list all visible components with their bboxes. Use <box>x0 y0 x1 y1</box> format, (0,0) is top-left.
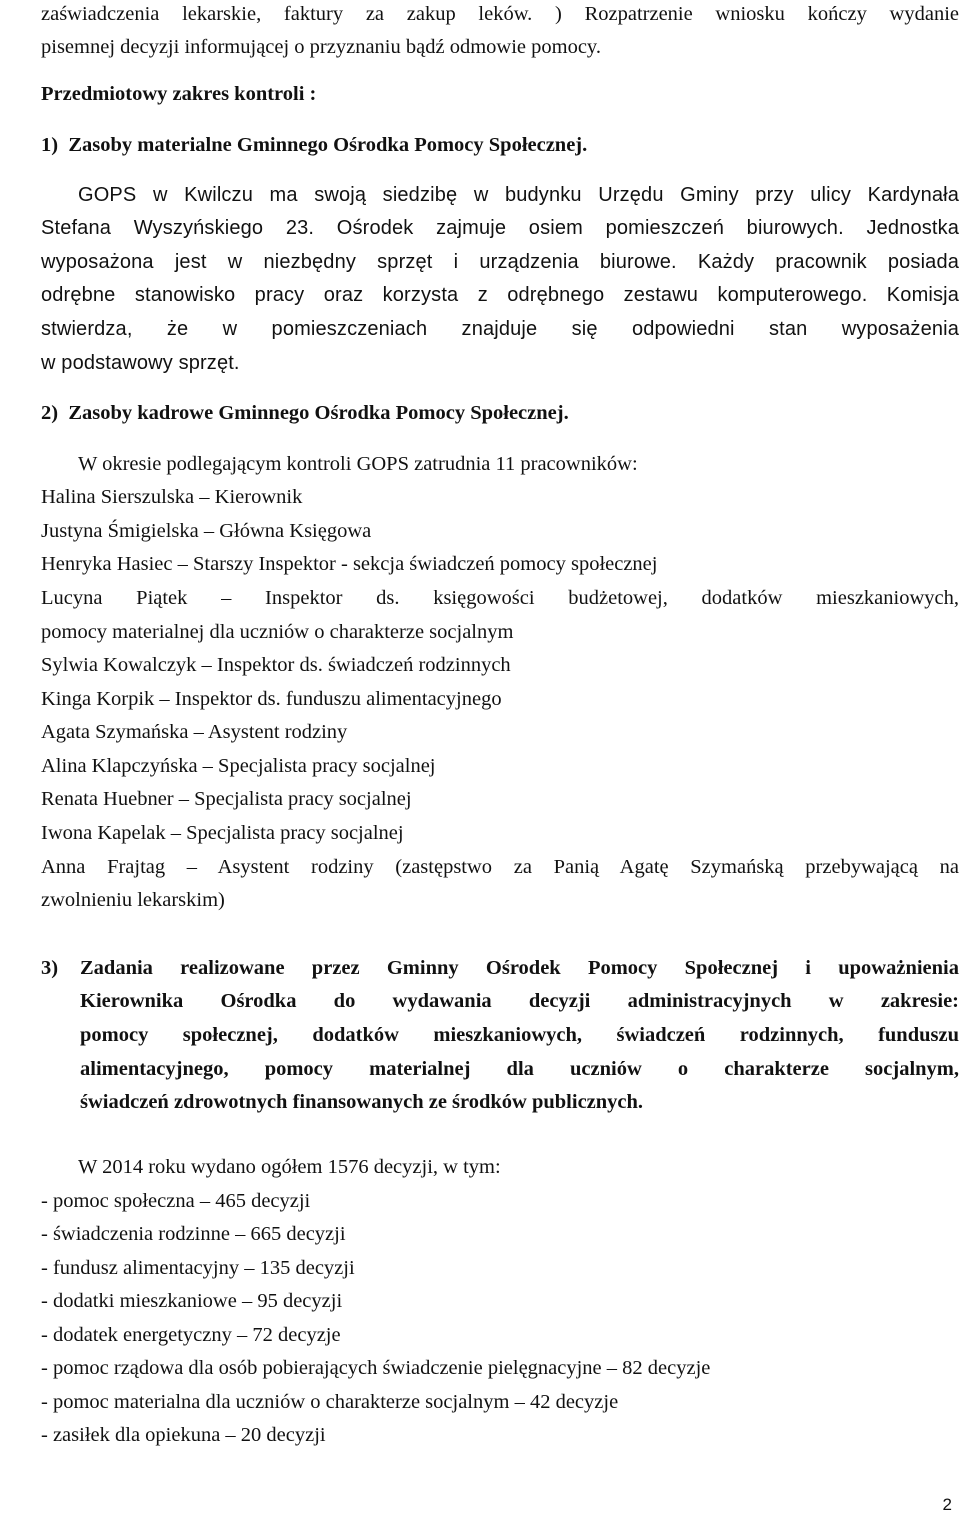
section1-heading: 1) Zasoby materialne Gminnego Ośrodka Pomocy Społecznej. <box>41 134 588 156</box>
staff-line: Sylwia Kowalczyk – Inspektor ds. świadczeń rodzinnych <box>41 654 511 676</box>
section2-intro: W okresie podlegającym kontroli GOPS zatrudnia 11 pracowników: <box>78 453 638 475</box>
top-paragraph-line: zaświadczenia lekarskie, faktury za zakup leków. ) Rozpatrzenie wniosku kończy wydanie <box>41 3 959 25</box>
scope-heading: Przedmiotowy zakres kontroli : <box>41 83 317 105</box>
staff-line: Lucyna Piątek – Inspektor ds. księgowości budżetowej, dodatków mieszkaniowych, <box>41 587 959 609</box>
staff-line: Iwona Kapelak – Specjalista pracy socjalnej <box>41 822 404 844</box>
staff-line: Agata Szymańska – Asystent rodziny <box>41 721 348 743</box>
section3-heading-line: alimentacyjnego, pomocy materialnej dla uczniów o charakterze socjalnym, <box>80 1058 959 1080</box>
decision-item: - świadczenia rodzinne – 665 decyzji <box>41 1223 346 1245</box>
section1-line: odrębne stanowisko pracy oraz korzysta z odrębnego zestawu komputerowego. Komisja <box>41 284 959 306</box>
staff-line: Renata Huebner – Specjalista pracy socjalnej <box>41 788 412 810</box>
section3-number: 3) <box>41 957 59 979</box>
section1-line: wyposażona jest w niezbędny sprzęt i urządzenia biurowe. Każdy pracownik posiada <box>41 251 959 273</box>
staff-line: Alina Klapczyńska – Specjalista pracy socjalnej <box>41 755 436 777</box>
decisions-intro: W 2014 roku wydano ogółem 1576 decyzji, w tym: <box>78 1156 501 1178</box>
section3-heading-line: Kierownika Ośrodka do wydawania decyzji administracyjnych w zakresie: <box>80 990 959 1012</box>
decision-item: - pomoc materialna dla uczniów o charakterze socjalnym – 42 decyzje <box>41 1391 619 1413</box>
staff-line: Henryka Hasiec – Starszy Inspektor - sekcja świadczeń pomocy społecznej <box>41 553 658 575</box>
staff-line: Anna Frajtag – Asystent rodziny (zastępstwo za Panią Agatę Szymańską przebywającą na <box>41 856 959 878</box>
decision-item: - dodatek energetyczny – 72 decyzje <box>41 1324 341 1346</box>
page-number: 2 <box>942 1495 952 1514</box>
decision-item: - pomoc społeczna – 465 decyzji <box>41 1190 311 1212</box>
section3-heading-line: Zadania realizowane przez Gminny Ośrodek Pomocy Społecznej i upoważnienia <box>80 957 959 979</box>
staff-line: pomocy materialnej dla uczniów o charakterze socjalnym <box>41 621 514 643</box>
staff-line: Halina Sierszulska – Kierownik <box>41 486 303 508</box>
decision-item: - zasiłek dla opiekuna – 20 decyzji <box>41 1424 326 1446</box>
section3-heading-line: pomocy społecznej, dodatków mieszkaniowych, świadczeń rodzinnych, funduszu <box>80 1024 959 1046</box>
decision-item: - dodatki mieszkaniowe – 95 decyzji <box>41 1290 343 1312</box>
top-paragraph-line: pisemnej decyzji informującej o przyznaniu bądź odmowie pomocy. <box>41 36 601 58</box>
section1-line: w podstawowy sprzęt. <box>41 352 240 374</box>
staff-line: zwolnieniu lekarskim) <box>41 889 225 911</box>
staff-line: Justyna Śmigielska – Główna Księgowa <box>41 520 372 542</box>
staff-line: Kinga Korpik – Inspektor ds. funduszu alimentacyjnego <box>41 688 502 710</box>
section3-heading-line: świadczeń zdrowotnych finansowanych ze środków publicznych. <box>80 1091 644 1113</box>
section1-line: Stefana Wyszyńskiego 23. Ośrodek zajmuje osiem pomieszczeń biurowych. Jednostka <box>41 217 959 239</box>
section1-line: GOPS w Kwilczu ma swoją siedzibę w budynku Urzędu Gminy przy ulicy Kardynała <box>78 184 959 206</box>
decision-item: - pomoc rządowa dla osób pobierających świadczenie pielęgnacyjne – 82 decyzje <box>41 1357 711 1379</box>
decision-item: - fundusz alimentacyjny – 135 decyzji <box>41 1257 355 1279</box>
section2-heading: 2) Zasoby kadrowe Gminnego Ośrodka Pomocy Społecznej. <box>41 402 569 424</box>
section1-line: stwierdza, że w pomieszczeniach znajduje się odpowiedni stan wyposażenia <box>41 318 959 340</box>
